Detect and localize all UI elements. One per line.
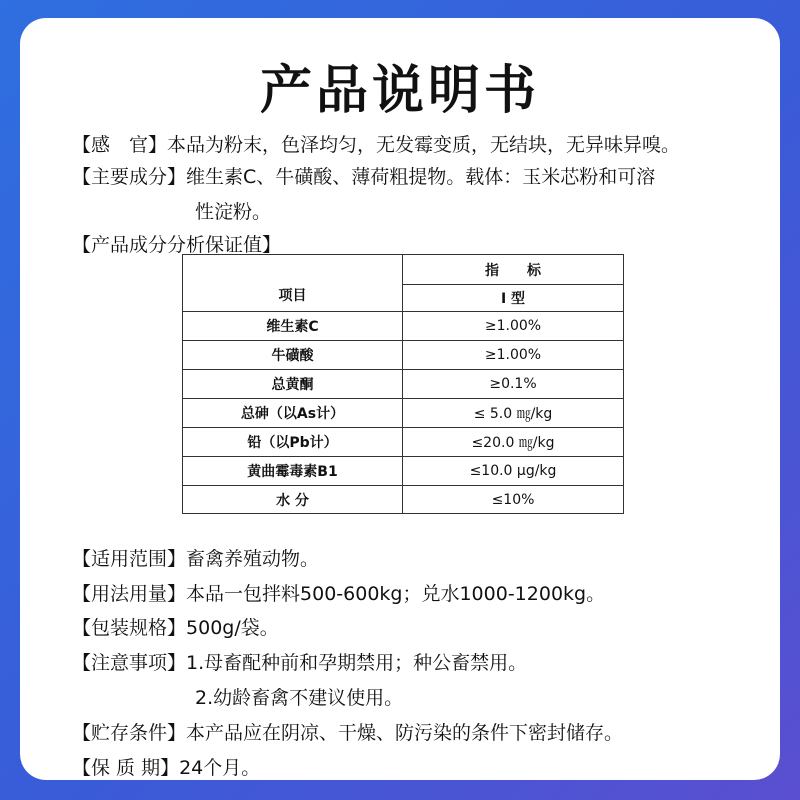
table-cell-value: ≥1.00% <box>403 312 624 341</box>
storage-line <box>72 720 623 746</box>
table-cell-value: ≤20.0 ㎎/kg <box>403 428 624 457</box>
ingredients-text: 维生素C、牛磺酸、薄荷粗提物。载体：玉米芯粉和可溶 <box>186 166 656 188</box>
table-row <box>183 341 624 370</box>
table-row <box>183 486 624 514</box>
table-row <box>183 457 624 486</box>
usage-line <box>72 581 605 607</box>
packing-line <box>72 615 279 641</box>
table-row <box>183 370 624 399</box>
table-header-item: 项目 <box>183 255 403 312</box>
scope-label: 【适用范围】 <box>72 548 187 570</box>
storage-text: 本产品应在阴凉、干燥、防污染的条件下密封储存。 <box>186 722 624 744</box>
ingredients-label: 【主要成分】 <box>72 166 187 188</box>
ingredients-text-cont: 性淀粉。 <box>195 201 272 223</box>
usage-label: 【用法用量】 <box>72 583 187 605</box>
table-cell-item: 水 分 <box>183 486 403 514</box>
table-cell-item: 铅（以Pb计） <box>183 428 403 457</box>
notes-label: 【注意事项】 <box>72 652 187 674</box>
table-row <box>183 428 624 457</box>
ingredients-line <box>72 164 655 190</box>
instruction-card <box>20 18 780 780</box>
spec-table <box>182 254 624 514</box>
table-cell-value: ≤10.0 μg/kg <box>403 457 624 486</box>
notes-line <box>72 650 527 676</box>
table-cell-value: ≤10% <box>403 486 624 514</box>
table-cell-item: 黄曲霉毒素B1 <box>183 457 403 486</box>
table-cell-value: ≥0.1% <box>403 370 624 399</box>
analysis-label: 【产品成分分析保证值】 <box>72 234 282 256</box>
shelf-text: 24个月。 <box>179 757 261 779</box>
table-cell-item: 牛磺酸 <box>183 341 403 370</box>
shelf-line <box>72 755 260 780</box>
scope-line <box>72 546 319 572</box>
table-cell-item: 总砷（以As计） <box>183 399 403 428</box>
table-cell-value: ≤ 5.0 ㎎/kg <box>403 399 624 428</box>
packing-text: 500g/袋。 <box>186 617 279 639</box>
notes-text: 1.母畜配种前和孕期禁用；种公畜禁用。 <box>186 652 528 674</box>
table-header-type: I 型 <box>403 285 624 312</box>
notes-text-cont: 2.幼龄畜禽不建议使用。 <box>195 687 404 709</box>
page-title: 产品说明书 <box>259 61 540 121</box>
table-row <box>183 312 624 341</box>
usage-text: 本品一包拌料500-600kg；兑水1000-1200kg。 <box>186 583 606 605</box>
packing-label: 【包装规格】 <box>72 617 187 639</box>
sensory-label: 【感 官】 <box>72 134 168 156</box>
table-cell-value: ≥1.00% <box>403 341 624 370</box>
storage-label: 【贮存条件】 <box>72 722 187 744</box>
shelf-label: 【保 质 期】 <box>72 757 180 779</box>
table-header-index: 指 标 <box>403 255 624 285</box>
table-row <box>183 399 624 428</box>
sensory-text: 本品为粉末，色泽均匀，无发霉变质，无结块，无异味异嗅。 <box>167 134 681 156</box>
scope-text: 畜禽养殖动物。 <box>186 548 320 570</box>
sensory-line <box>72 132 680 158</box>
table-cell-item: 总黄酮 <box>183 370 403 399</box>
table-cell-item: 维生素C <box>183 312 403 341</box>
